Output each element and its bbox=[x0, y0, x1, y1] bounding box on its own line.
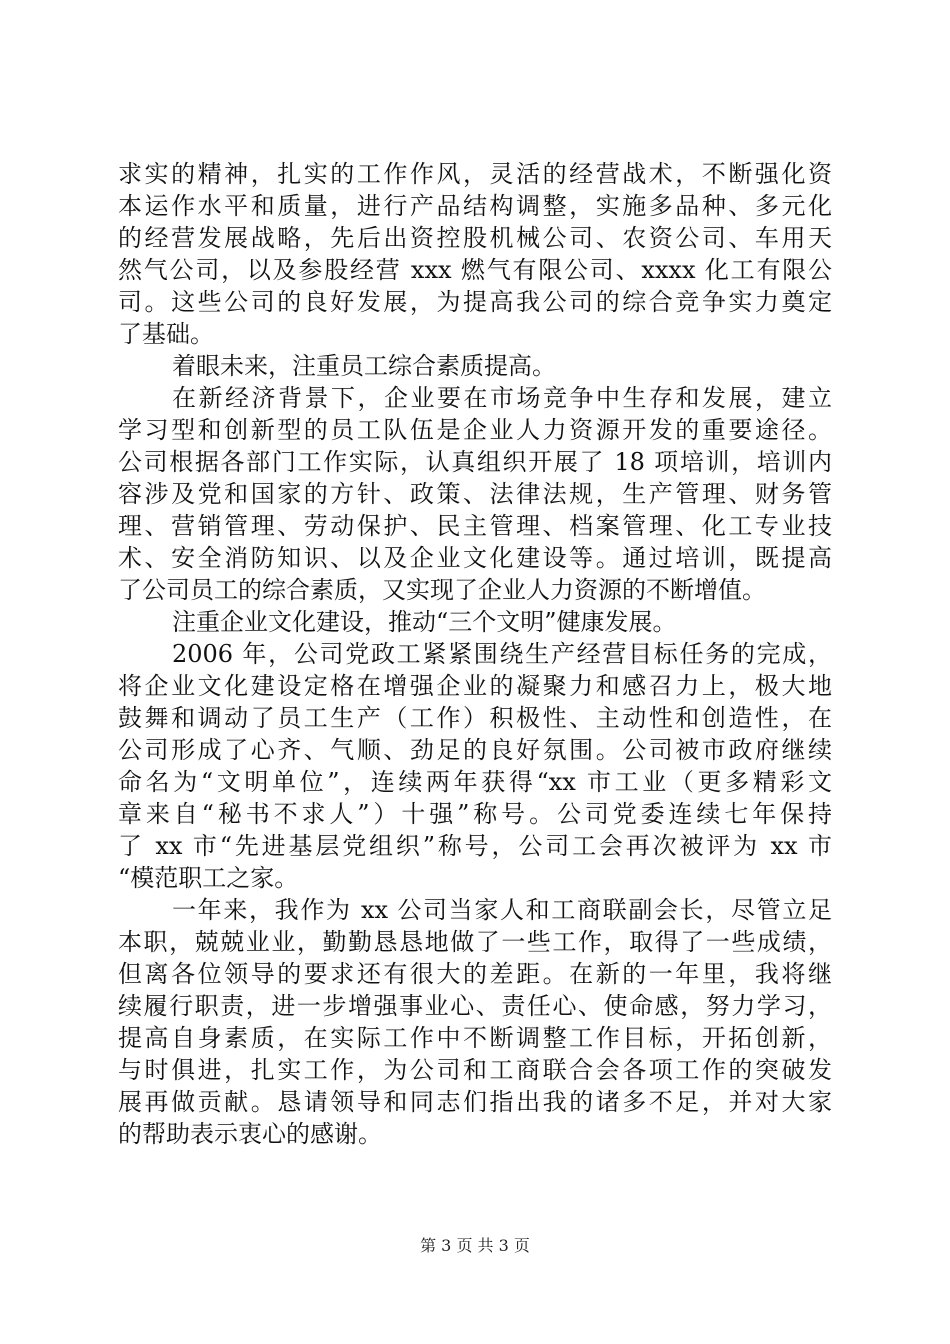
text-line: 展再做贡献。恳请领导和同志们指出我的诸多不足，并对大家 bbox=[118, 1088, 832, 1116]
text-line: 司。这些公司的良好发展，为提高我公司的综合竞争实力奠定 bbox=[118, 288, 832, 316]
text-line: 但离各位领导的要求还有很大的差距。在新的一年里，我将继 bbox=[118, 960, 832, 988]
text-line: 在新经济背景下，企业要在市场竞争中生存和发展，建立 bbox=[172, 384, 832, 412]
text-line: 2006 年，公司党政工紧紧围绕生产经营目标任务的完成， bbox=[172, 640, 832, 668]
text-line: 的经营发展战略，先后出资控股机械公司、农资公司、车用天 bbox=[118, 224, 832, 252]
text-line: 了 xx 市“先进基层党组织”称号，公司工会再次被评为 xx 市 bbox=[118, 832, 832, 860]
text-line: 本运作水平和质量，进行产品结构调整，实施多品种、多元化 bbox=[118, 192, 832, 220]
text-line: 了公司员工的综合素质，又实现了企业人力资源的不断增值。 bbox=[118, 576, 766, 604]
text-line: 学习型和创新型的员工队伍是企业人力资源开发的重要途径。 bbox=[118, 416, 832, 444]
text-line: “模范职工之家。 bbox=[118, 864, 299, 892]
text-line: 注重企业文化建设，推动“三个文明”健康发展。 bbox=[172, 608, 677, 636]
document-body bbox=[118, 158, 832, 1150]
text-line: 续履行职责，进一步增强事业心、责任心、使命感，努力学习， bbox=[118, 992, 832, 1020]
text-line: 章来自“秘书不求人”）十强”称号。公司党委连续七年保持 bbox=[118, 800, 832, 828]
text-line: 着眼未来，注重员工综合素质提高。 bbox=[172, 352, 556, 380]
text-line: 鼓舞和调动了员工生产（工作）积极性、主动性和创造性，在 bbox=[118, 704, 832, 732]
text-line: 理、营销管理、劳动保护、民主管理、档案管理、化工专业技 bbox=[118, 512, 832, 540]
text-line: 提高自身素质，在实际工作中不断调整工作目标，开拓创新， bbox=[118, 1024, 832, 1052]
text-line: 的帮助表示衷心的感谢。 bbox=[118, 1120, 382, 1148]
text-line: 与时俱进，扎实工作，为公司和工商联合会各项工作的突破发 bbox=[118, 1056, 832, 1084]
text-line: 然气公司，以及参股经营 xxx 燃气有限公司、xxxx 化工有限公 bbox=[118, 256, 832, 284]
text-line: 求实的精神，扎实的工作作风，灵活的经营战术，不断强化资 bbox=[118, 160, 832, 188]
page-footer: 第 3 页 共 3 页 bbox=[420, 1236, 530, 1255]
text-line: 一年来，我作为 xx 公司当家人和工商联副会长，尽管立足 bbox=[172, 896, 832, 924]
text-line: 术、安全消防知识、以及企业文化建设等。通过培训，既提高 bbox=[118, 544, 832, 572]
text-line: 公司根据各部门工作实际，认真组织开展了 18 项培训，培训内 bbox=[118, 448, 832, 476]
text-line: 本职，兢兢业业，勤勤恳恳地做了一些工作，取得了一些成绩， bbox=[118, 928, 832, 956]
text-line: 了基础。 bbox=[118, 320, 214, 348]
text-line: 容涉及党和国家的方针、政策、法律法规，生产管理、财务管 bbox=[118, 480, 832, 508]
text-line: 公司形成了心齐、气顺、劲足的良好氛围。公司被市政府继续 bbox=[118, 736, 832, 764]
text-line: 将企业文化建设定格在增强企业的凝聚力和感召力上，极大地 bbox=[118, 672, 832, 700]
text-line: 命名为“文明单位”，连续两年获得“xx 市工业（更多精彩文 bbox=[118, 768, 832, 796]
